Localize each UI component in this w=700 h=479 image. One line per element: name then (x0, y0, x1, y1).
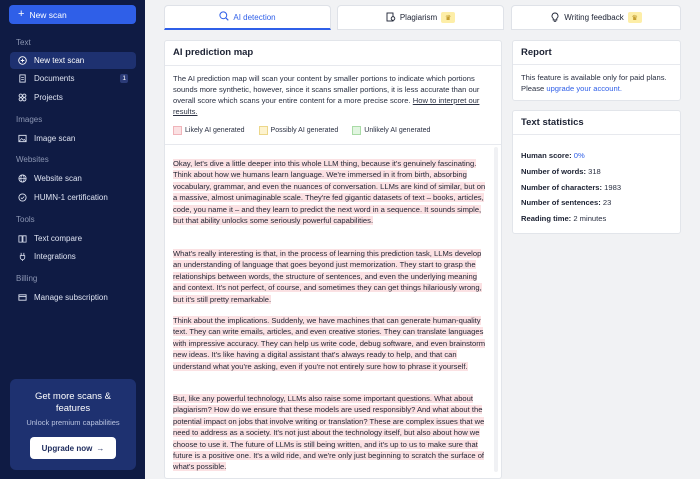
crown-icon: ♛ (441, 12, 455, 23)
stat-value: 318 (588, 167, 601, 176)
legend-label: Unlikely AI generated (364, 127, 431, 134)
sidebar-item-projects[interactable] (10, 89, 136, 106)
certificate-icon (18, 193, 27, 202)
globe-icon (18, 174, 27, 183)
intro-body: The AI prediction map will scan your content by smaller portions to indicate which portions sounds more synthetic, however, since it scans smaller portions, it is less accurate than our overall score which scans your entire content for a more precise score. (173, 74, 480, 105)
text-paragraph (173, 315, 487, 372)
stat-words (521, 167, 601, 176)
highlighted-text: Okay, let's dive a little deeper into this whole LLM thing, because it's genuinely fascinating. Think about how we humans learn language. We're immersed in it from birth, absorbing vocabulary, grammar, and even the nuances of conversation. LLMs are kind of similar, but on a massive, almost unimaginable scale. They're fed gigantic datasets of text – books, articles, code, you name it – and they learn to predict the next word in a sequence. It sounds simple, but that ability unlocks some seriously powerful capabilities. (173, 159, 486, 226)
legend (173, 126, 430, 135)
image-icon (18, 134, 27, 143)
sidebar-item-new-text-scan[interactable] (10, 52, 136, 69)
stat-human-score (521, 151, 585, 160)
promo-title: Get more scans & features (34, 391, 112, 414)
legend-swatch (173, 126, 182, 135)
stat-reading-time (521, 214, 606, 223)
highlighted-text: But, like any powerful technology, LLMs also raise some important questions. What about plagiarism? How do we ensure that these models are used responsibly? And what about the potential impact on jobs that involve writing or translation? These are complex issues that we need to address as a society. It's not just about the technology itself, but also about how we choose to use it. The future of LLMs is still being written, and it's up to us to make sure that future is a positive one. It's a wild ride, and we're only just beginning to scratch the surface of what's possible. (173, 394, 485, 472)
stats-title: Text statistics (521, 117, 584, 128)
sidebar-item-label: Manage subscription (34, 293, 108, 302)
report-card (512, 40, 681, 101)
report-text (521, 72, 676, 94)
stat-sentences (521, 198, 611, 207)
legend-unlikely (352, 126, 430, 135)
upgrade-promo-card (10, 379, 136, 470)
tab-plagiarism[interactable] (337, 5, 504, 30)
text-paragraph (173, 248, 487, 305)
sidebar-item-integrations[interactable] (10, 248, 136, 265)
text-paragraph (173, 393, 487, 473)
sidebar-item-label: Integrations (34, 252, 76, 261)
tab-label: Plagiarism (399, 13, 438, 22)
interpret-results-link[interactable]: How to interpret our results. (173, 96, 480, 116)
stat-label: Reading time: (521, 214, 572, 223)
stat-label: Number of sentences: (521, 198, 601, 207)
sidebar-item-documents[interactable] (10, 70, 136, 87)
sidebar-item-label: New text scan (34, 56, 85, 65)
divider (513, 64, 680, 65)
divider (165, 65, 501, 66)
section-websites: Websites (16, 155, 49, 164)
document-icon (18, 74, 27, 83)
legend-label: Likely AI generated (185, 127, 245, 134)
sidebar-item-manage-subscription[interactable] (10, 289, 136, 306)
stat-characters (521, 183, 621, 192)
stat-value: 23 (602, 198, 612, 207)
upgrade-now-button[interactable] (30, 437, 116, 459)
arrow-right-icon: → (96, 443, 105, 453)
documents-count-badge: 1 (122, 75, 126, 82)
legend-swatch (352, 126, 361, 135)
legend-label: Possibly AI generated (270, 127, 339, 134)
divider (513, 134, 680, 135)
report-title: Report (521, 47, 552, 58)
book-icon (18, 234, 27, 243)
promo-subtitle: Unlock premium capabilities (26, 418, 120, 427)
grid-icon (18, 93, 27, 102)
legend-swatch (259, 126, 268, 135)
tab-writing-feedback[interactable] (511, 5, 681, 30)
plagiarism-icon (386, 12, 396, 24)
sidebar-item-text-compare[interactable] (10, 230, 136, 247)
section-billing: Billing (16, 274, 38, 283)
upgrade-account-link[interactable]: upgrade your account. (546, 84, 622, 93)
section-images: Images (16, 115, 43, 124)
text-statistics-card (512, 110, 681, 234)
legend-likely (173, 126, 245, 135)
plus-icon: + (18, 8, 25, 20)
sidebar-item-label: Documents (34, 74, 75, 83)
stat-value: 0% (573, 151, 585, 160)
upgrade-now-label: Upgrade now (41, 443, 93, 453)
highlighted-text: Think about the implications. Suddenly, we have machines that can generate human-quality text. They can write emails, articles, and even creative stories. They can translate languages with impressive accuracy. They can help us write code, debug software, and even brainstorm new ideas. It's like having a digital assistant that's always ready to help, and that can understand what you're asking, even if you're not entirely sure how to phrase it yourself. (173, 316, 486, 371)
stat-value: 2 minutes (573, 214, 607, 223)
legend-possibly (259, 126, 339, 135)
sidebar-item-humn-certification[interactable] (10, 189, 136, 206)
scrollbar[interactable] (494, 147, 498, 472)
sidebar-item-image-scan[interactable] (10, 130, 136, 147)
sidebar-item-label: HUMN-1 certification (34, 193, 108, 202)
new-scan-button[interactable] (9, 5, 136, 24)
tab-ai-detection[interactable] (164, 5, 331, 30)
sidebar-item-label: Projects (34, 93, 63, 102)
crown-icon: ♛ (628, 12, 642, 23)
stat-value: 1983 (604, 183, 622, 192)
intro-text (173, 73, 495, 117)
sidebar-item-label: Website scan (34, 174, 82, 183)
section-tools: Tools (16, 215, 35, 224)
section-text: Text (16, 38, 31, 47)
new-scan-label: New scan (29, 9, 67, 20)
plus-circle-icon (18, 56, 27, 65)
sidebar-item-label: Text compare (34, 234, 83, 243)
stat-label: Number of words: (521, 167, 586, 176)
lightbulb-icon (550, 12, 560, 24)
plug-icon (18, 252, 27, 261)
divider (165, 144, 501, 145)
card-title: AI prediction map (173, 47, 254, 58)
credit-card-icon (18, 293, 27, 302)
ai-prediction-map-card (164, 40, 502, 479)
sidebar-item-website-scan[interactable] (10, 170, 136, 187)
text-paragraph (173, 158, 487, 226)
stat-label: Number of characters: (521, 183, 603, 192)
tab-label: AI detection (233, 12, 276, 22)
stat-label: Human score: (521, 151, 572, 160)
sidebar (0, 0, 145, 479)
highlighted-text: What's really interesting is that, in the process of learning this prediction task, LLMs develop an understanding of language that goes beyond just memorization. They start to grasp the relationships between words, the structure of sentences, and even the underlying meaning and context. It's not perfect, of course, and sometimes they can get things hilariously wrong, but it's still pretty remarkable. (173, 249, 482, 304)
report-body: This feature is available only for paid plans. Please (521, 73, 667, 93)
tab-label: Writing feedback (564, 13, 624, 22)
ai-detection-icon (219, 11, 229, 23)
sidebar-item-label: Image scan (34, 134, 76, 143)
